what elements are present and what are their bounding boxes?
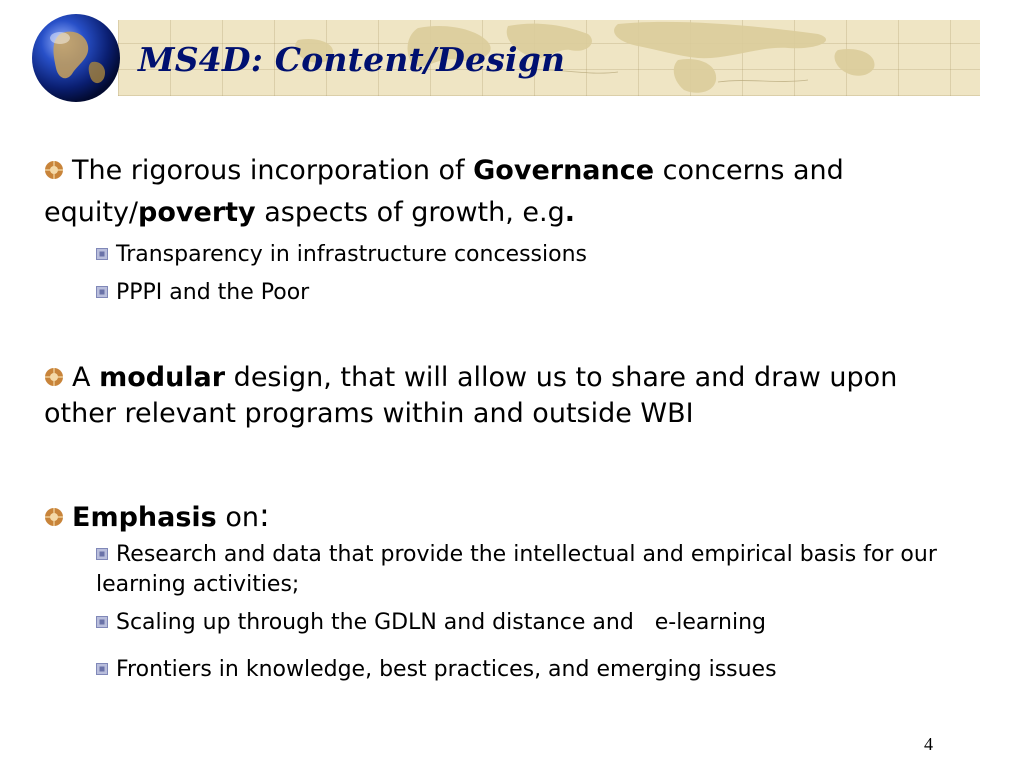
sub-bullet-text: Frontiers in knowledge, best practices, and emerging issues xyxy=(116,657,777,682)
sub-bullet-text: PPPI and the Poor xyxy=(116,280,310,305)
bullet-square-icon xyxy=(96,616,108,628)
bullet-text: aspects of growth, e.g xyxy=(255,197,565,228)
bullet-square-icon xyxy=(96,286,108,298)
bullet-text: design, that will allow us to share and draw upon other relevant programs within and outside WBI xyxy=(44,362,898,429)
bullet-emphasis xyxy=(44,494,974,539)
bullet-text: A xyxy=(72,362,100,393)
sub-bullet-scaling xyxy=(96,608,976,638)
bullet-governance xyxy=(44,150,974,234)
bullet-text: on xyxy=(216,502,259,533)
bullet-orange-icon xyxy=(44,367,64,387)
sub-bullet-text: Transparency in infrastructure concessions xyxy=(116,242,587,267)
sub-bullet-text: Research and data that provide the intellectual and empirical basis for our learning activities; xyxy=(96,542,937,597)
bold-emphasis: Emphasis xyxy=(72,502,217,533)
sub-bullet-pppi xyxy=(96,278,976,308)
bold-modular: modular xyxy=(99,362,226,393)
bullet-square-icon xyxy=(96,548,108,560)
bullet-orange-icon xyxy=(44,160,64,180)
bullet-text: The rigorous incorporation of xyxy=(72,155,474,186)
globe-icon xyxy=(30,12,122,104)
bullet-orange-icon xyxy=(44,507,64,527)
sub-bullet-transparency xyxy=(96,240,976,270)
sub-bullet-text: Scaling up through the GDLN and distance and e-learning xyxy=(116,610,766,635)
sub-bullet-research xyxy=(96,540,966,600)
bullet-square-icon xyxy=(96,248,108,260)
page-number: 4 xyxy=(924,734,933,754)
bullet-colon: : xyxy=(258,496,270,534)
sub-bullet-frontiers xyxy=(96,655,976,685)
bullet-text: concerns and equity/ xyxy=(44,155,844,228)
bold-governance: Governance xyxy=(473,155,655,186)
bullet-modular xyxy=(44,360,974,432)
bullet-square-icon xyxy=(96,663,108,675)
bold-period: . xyxy=(564,197,575,228)
bold-poverty: poverty xyxy=(138,197,256,228)
slide-title: MS4D: Content/Design xyxy=(138,40,566,79)
